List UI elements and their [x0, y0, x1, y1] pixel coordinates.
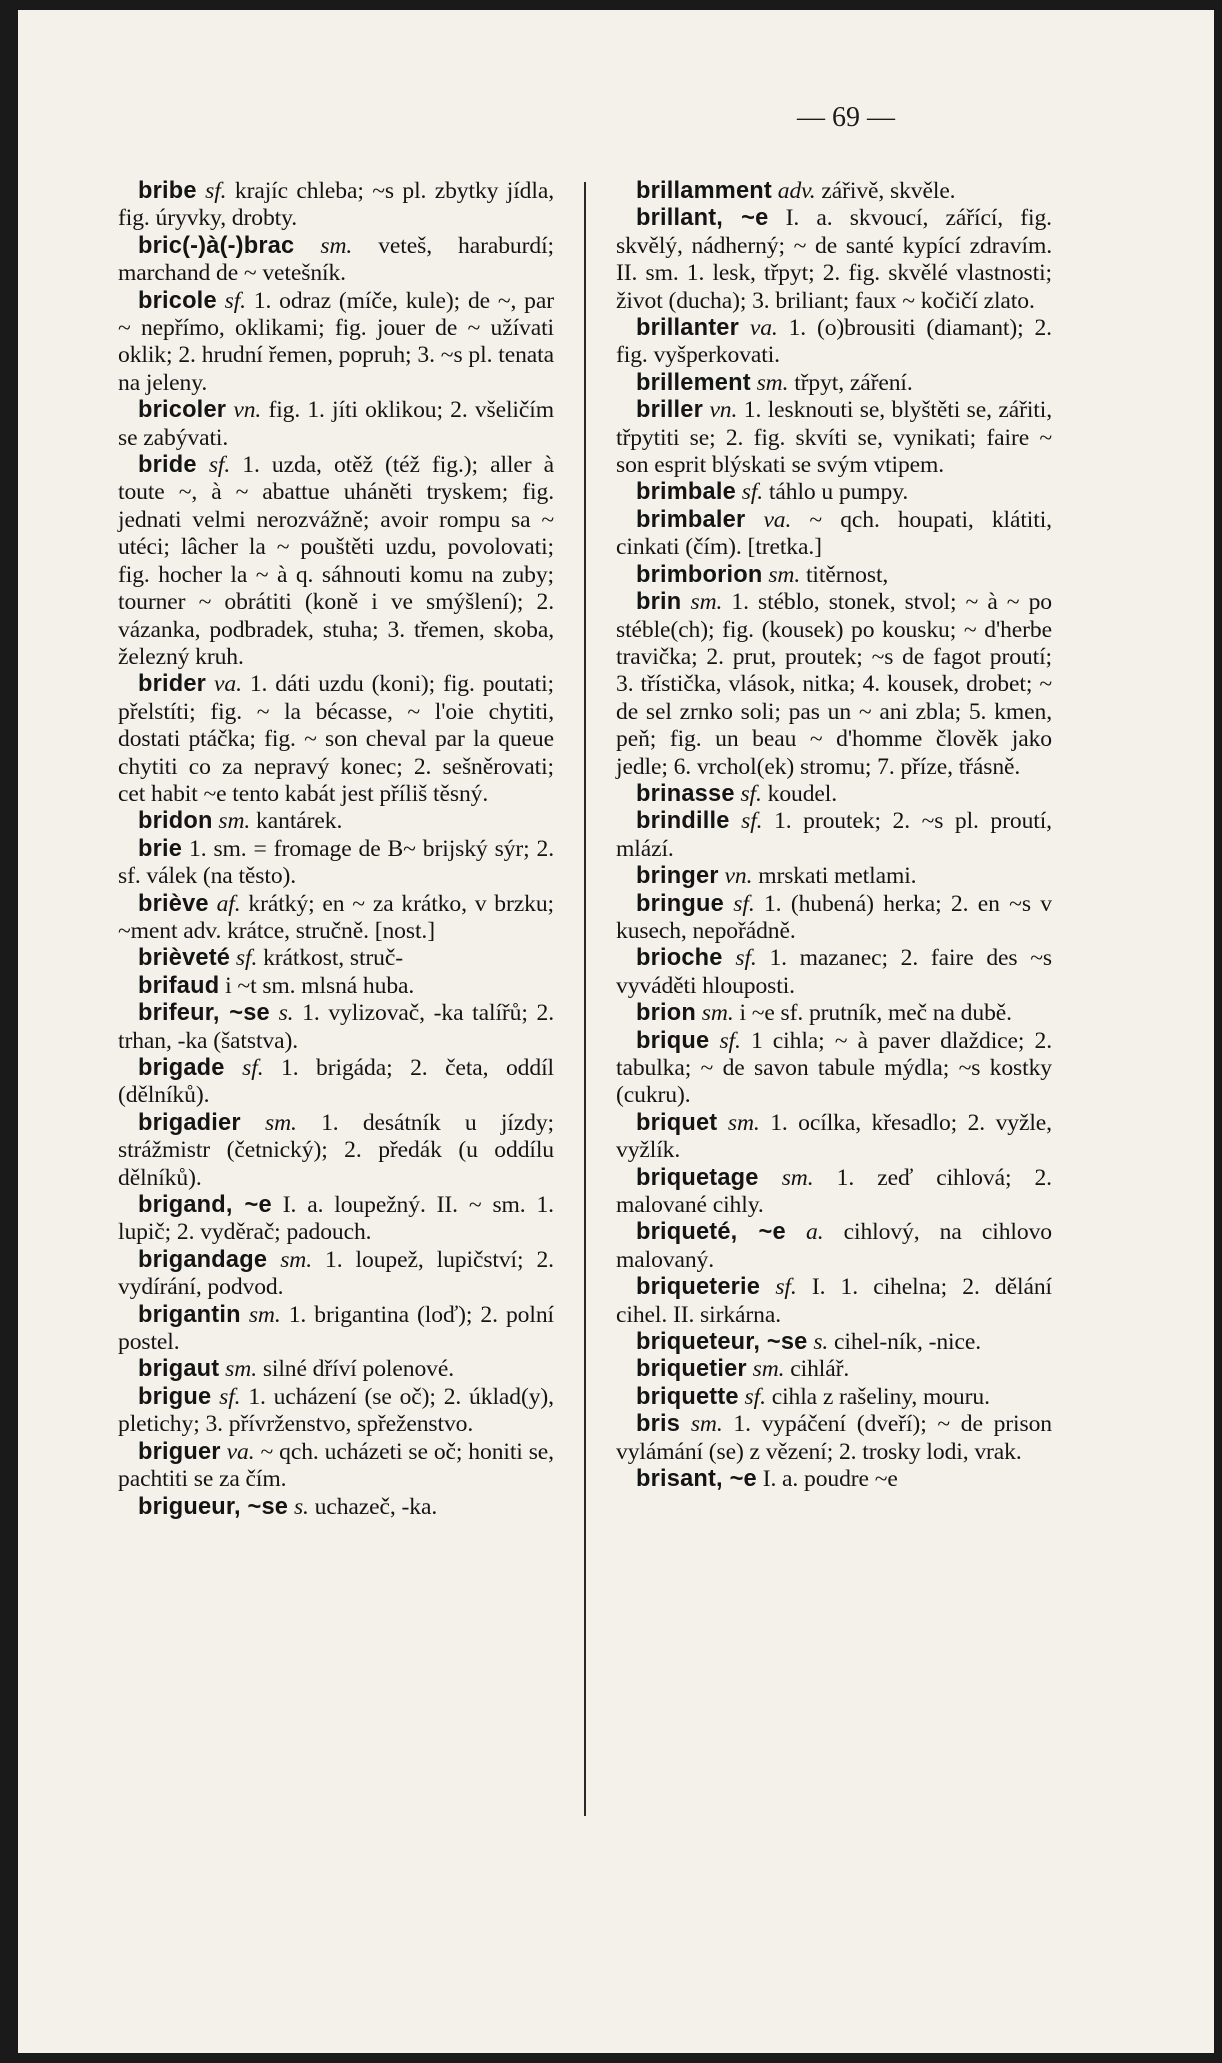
entry-grammar: sm. [218, 808, 251, 835]
entry-grammar: a. [806, 1219, 824, 1246]
entry-definition: ~ qch. ucházeti se oč; honiti se, pachtiti se za čím. [118, 1438, 554, 1493]
entry-definition: veteš, haraburdí; marchand de ~ vetešník. [118, 232, 554, 287]
entry-definition: I. a. skvoucí, zářící, fig. skvělý, nádherný; ~ de santé kypící zdravím. II. sm. 1. lesk, třpyt; 2. fig. skvělé vlastnosti; život (ducha); 3. briliant; faux ~ kočičí zlato. [616, 205, 1052, 314]
entry-grammar: sm. [225, 1356, 257, 1383]
entry-grammar: sf. [235, 945, 258, 972]
dictionary-entry [118, 1247, 554, 1302]
entry-headword: bricoler [138, 397, 227, 424]
entry-definition: 1. uzda, otěž (též fig.); aller à toute ~, à ~ abattue uháněti tryskem; fig. jednati velmi nerozvážně; avoir rompu sa ~ utéci; lâcher la ~ pouštěti uzdu, povolovati; fig. hocher la ~ à q. sáhnouti komu na zuby; tourner ~ obrátiti (koně i ve smýšlení); 2. vázanka, podbradek, stuha; 3. třemen, skoba, železný kruh. [118, 452, 554, 670]
entry-headword: brin [636, 589, 682, 616]
entry-headword: briève [138, 890, 209, 917]
dictionary-entry [616, 808, 1052, 863]
entry-headword: bringue [636, 890, 724, 917]
entry-headword: briquette [636, 1383, 739, 1410]
entry-definition: mrskati metlami. [758, 863, 917, 890]
entry-grammar: sf. [744, 1383, 766, 1410]
entry-definition: 1. brigantina (loď); 2. polní postel. [118, 1301, 554, 1356]
dictionary-entry [616, 370, 1052, 397]
entry-grammar: s. [813, 1329, 829, 1356]
entry-grammar: sf. [205, 178, 227, 204]
dictionary-entry [616, 397, 1052, 479]
dictionary-entry [616, 1219, 1052, 1274]
entry-headword: brifaud [138, 972, 220, 999]
dictionary-entry [118, 1494, 554, 1521]
entry-grammar: sf. [242, 1055, 264, 1081]
entry-definition: cihel-ník, -nice. [834, 1329, 982, 1356]
dictionary-entry [118, 1302, 554, 1357]
entry-definition: 1. stéblo, stonek, stvol; ~ à ~ po stéble(ch); fig. (kousek) po kousku; ~ d'herbe travička; 2. prut, proutek; ~s de fagot proutí; 3. třístička, vlások, nitka; 4. kousek, drobet; ~ de sel zrnko soli; pas un ~ ani zbla; 5. kmen, peň; fig. un beau ~ d'homme člověk jako jedle; 6. vrchol(ek) stromu; 7. příze, třásně. [616, 589, 1052, 780]
entry-headword: bringer [636, 863, 719, 890]
dictionary-entry [616, 1384, 1052, 1411]
entry-grammar: vn. [233, 397, 262, 424]
dictionary-entry [118, 1110, 554, 1192]
dictionary-entry [118, 808, 554, 835]
entry-headword: bribe [138, 178, 197, 204]
entry-headword: bricole [138, 287, 217, 314]
entry-headword: brigueur, ~se [138, 1493, 289, 1520]
entry-headword: brillant, ~e [636, 205, 769, 232]
entry-grammar: sf. [719, 1027, 741, 1054]
dictionary-entry [118, 397, 554, 452]
entry-headword: briller [636, 397, 703, 424]
entry-definition: krajíc chleba; ~s pl. zbytky jídla, fig. úryvky, drobty. [118, 178, 554, 232]
entry-grammar: s. [278, 1000, 294, 1027]
dictionary-entry [616, 1165, 1052, 1220]
dictionary-entry [118, 973, 554, 1000]
entry-definition: 1. ocílka, křesadlo; 2. vyžle, vyžlík. [616, 1109, 1052, 1164]
entry-grammar: sf. [735, 945, 757, 972]
entry-definition: 1. (hubená) herka; 2. en ~s v kusech, nepořádně. [616, 890, 1052, 944]
dictionary-entry [118, 1055, 554, 1110]
entry-definition: 1. vypáčení (dveří); ~ de prison vylámání (se) z vězení; 2. trosky lodi, vrak. [616, 1411, 1052, 1465]
entry-grammar: af. [216, 890, 241, 917]
dictionary-entry [616, 205, 1052, 315]
dictionary-entry [118, 945, 554, 972]
entry-headword: brigantin [138, 1301, 241, 1328]
entry-headword: brinasse [636, 780, 735, 807]
dictionary-entry [616, 1329, 1052, 1356]
entry-headword: bride [138, 452, 197, 479]
entry-grammar: sm. [265, 1109, 297, 1136]
entry-headword: brimborion [636, 561, 763, 588]
entry-grammar: va. [749, 315, 778, 342]
entry-headword: brigand, ~e [138, 1192, 272, 1219]
entry-headword: briqueterie [636, 1274, 761, 1301]
entry-headword: brièveté [138, 945, 231, 972]
entry-grammar: sm. [690, 589, 723, 616]
dictionary-entry [616, 1000, 1052, 1027]
entry-definition: 1. dáti uzdu (koni); fig. poutati; přelstíti; fig. ~ la bécasse, ~ l'oie chytiti, dostati ptáčka; fig. ~ son cheval par la queue chytiti co za nepravý konec; 2. sešněrovati; cet habit ~e tento kabát jest příliš těsný. [118, 671, 554, 807]
entry-grammar: sm. [768, 561, 801, 588]
entry-definition: krátký; en ~ za krátko, v brzku; ~ment adv. krátce, stručně. [nost.] [118, 890, 554, 944]
entry-headword: brigue [138, 1383, 212, 1410]
page-number: — 69 — [797, 102, 895, 133]
entry-definition: 1. sm. = fromage de B~ brijský sýr; 2. sf. válek (na těsto). [118, 835, 554, 890]
entry-definition: fig. 1. jíti oklikou; 2. všeličím se zabývati. [118, 397, 554, 451]
entry-headword: brioche [636, 945, 723, 972]
entry-headword: brifeur, ~se [138, 1000, 270, 1027]
entry-grammar: sm. [781, 1164, 814, 1191]
entry-definition: ~ qch. houpati, klátiti, cinkati (čím). [tretka.] [616, 506, 1052, 561]
entry-grammar: va. [763, 506, 792, 533]
entry-grammar: sm. [320, 232, 353, 259]
entry-definition: táhlo u pumpy. [768, 479, 909, 506]
dictionary-entry [118, 836, 554, 891]
entry-headword: brie [138, 835, 183, 862]
entry-definition: 1. odraz (míče, kule); de ~, par ~ nepřímo, oklikami; fig. jouer de ~ užívati oklik; 2. hrudní řemen, popruh; 3. ~s pl. tenata na jeleny. [118, 287, 554, 396]
entry-headword: briquet [636, 1109, 718, 1136]
dictionary-entry [118, 1356, 554, 1383]
entry-definition: 1. desátník u jízdy; strážmistr (četnický); 2. předák (u oddílu dělníků). [118, 1109, 554, 1191]
dictionary-entry [118, 1384, 554, 1439]
dictionary-entry [616, 589, 1052, 781]
entry-definition: zářivě, skvěle. [821, 178, 956, 204]
entry-grammar: sm. [280, 1246, 313, 1273]
entry-grammar: va. [226, 1438, 255, 1465]
entry-definition: I. 1. cihelna; 2. dělání cihel. II. sirkárna. [616, 1274, 1052, 1328]
dictionary-entry [118, 452, 554, 671]
entry-grammar: s. [293, 1493, 309, 1520]
entry-headword: brique [636, 1027, 710, 1054]
entry-headword: bric(-)à(-)brac [138, 232, 295, 259]
dictionary-entry [616, 1028, 1052, 1110]
entry-grammar: sm. [701, 1000, 734, 1027]
dictionary-entry [118, 1000, 554, 1055]
dictionary-entry [616, 1356, 1052, 1383]
entry-grammar: sm. [248, 1301, 281, 1328]
entry-definition: 1 cihla; ~ à paver dlaždice; 2. tabulka; ~ de savon tabule mýdla; ~s kostky (cukru). [616, 1027, 1052, 1109]
entry-grammar: sm. [756, 369, 789, 396]
entry-headword: brimbale [636, 479, 736, 506]
entry-headword: brimbaler [636, 506, 746, 533]
entry-headword: brigaut [138, 1356, 220, 1383]
entry-grammar: sf. [740, 780, 762, 807]
entry-headword: brillamment [636, 178, 772, 204]
entry-grammar: sf. [775, 1274, 797, 1301]
entry-definition: i ~e sf. prutník, meč na dubě. [739, 1000, 1012, 1027]
entry-headword: briquetage [636, 1164, 759, 1191]
entry-headword: briguer [138, 1438, 221, 1465]
entry-headword: bris [636, 1411, 681, 1438]
entry-definition: uchazeč, -ka. [314, 1493, 438, 1520]
entry-definition: 1. ucházení (se oč); 2. úklad(y), pletichy; 3. přívrženstvo, spřeženstvo. [118, 1383, 554, 1438]
entry-definition: titěrnost, [805, 561, 889, 588]
entry-headword: brion [636, 1000, 696, 1027]
entry-definition: 1. zeď cihlová; 2. malované cihly. [616, 1164, 1052, 1219]
entry-grammar: adv. [777, 178, 816, 204]
left-column [118, 178, 554, 1521]
entry-headword: briqueteur, ~se [636, 1329, 808, 1356]
entry-grammar: vn. [709, 397, 738, 424]
entry-headword: brider [138, 671, 207, 698]
entry-grammar: sf. [741, 808, 763, 835]
entry-headword: bridon [138, 808, 213, 835]
entry-grammar: sf. [219, 1383, 241, 1410]
dictionary-entry [616, 945, 1052, 1000]
entry-definition: 1. loupež, lupičství; 2. vydírání, podvod. [118, 1246, 554, 1301]
entry-headword: briqueté, ~e [636, 1219, 786, 1246]
entry-grammar: sf. [741, 479, 764, 506]
dictionary-entry [616, 315, 1052, 370]
entry-definition: 1. (o)brousiti (diamant); 2. fig. vyšperkovati. [616, 315, 1052, 369]
entry-headword: brillement [636, 369, 751, 396]
entry-grammar: vn. [724, 863, 753, 890]
entry-definition: I. a. poudre ~e [762, 1466, 898, 1493]
entry-headword: brigandage [138, 1246, 268, 1273]
entry-definition: 1. brigáda; 2. četa, oddíl (dělníků). [118, 1055, 554, 1109]
entry-headword: brillanter [636, 315, 739, 342]
dictionary-entry [118, 891, 554, 946]
entry-grammar: sm. [752, 1356, 785, 1383]
column-divider [584, 182, 586, 1816]
entry-grammar: sf. [208, 452, 231, 479]
dictionary-entry [118, 1192, 554, 1247]
dictionary-entry [616, 781, 1052, 808]
dictionary-entry [118, 288, 554, 398]
entry-definition: cihlář. [790, 1356, 850, 1383]
right-column [616, 178, 1052, 1494]
dictionary-entry [118, 671, 554, 808]
entry-grammar: sf. [224, 287, 246, 314]
entry-definition: cihlový, na cihlovo malovaný. [616, 1219, 1052, 1273]
entry-headword: briquetier [636, 1356, 747, 1383]
dictionary-entry [616, 1110, 1052, 1165]
entry-headword: brigadier [138, 1109, 241, 1136]
entry-definition: třpyt, záření. [794, 369, 913, 396]
dictionary-entry [118, 1439, 554, 1494]
entry-grammar: sm. [727, 1109, 760, 1136]
dictionary-entry [118, 233, 554, 288]
dictionary-entry [616, 1274, 1052, 1329]
entry-definition: koudel. [767, 780, 838, 807]
entry-headword: brindille [636, 808, 730, 835]
dictionary-entry [616, 479, 1052, 506]
entry-definition: kantárek. [256, 808, 343, 835]
entry-definition: silné dříví polenové. [262, 1356, 455, 1383]
entry-definition: i ~t sm. mlsná huba. [225, 972, 415, 999]
dictionary-entry [616, 1466, 1052, 1493]
entry-definition: 1. mazanec; 2. faire des ~s vyváděti hlouposti. [616, 945, 1052, 999]
entry-grammar: sm. [690, 1411, 723, 1438]
dictionary-entry [616, 891, 1052, 946]
dictionary-entry [616, 562, 1052, 589]
entry-definition: I. a. loupežný. II. ~ sm. 1. lupič; 2. vyděrač; padouch. [118, 1192, 554, 1246]
entry-definition: 1. proutek; 2. ~s pl. proutí, mlází. [616, 808, 1052, 862]
entry-definition: krátkost, struč- [263, 945, 403, 972]
entry-definition: 1. vylizovač, -ka talířů; 2. trhan, -ka (šatstva). [118, 1000, 554, 1054]
dictionary-page [18, 10, 1214, 2053]
dictionary-entry [616, 507, 1052, 562]
entry-grammar: va. [214, 671, 242, 698]
dictionary-entry [616, 178, 1052, 205]
dictionary-entry [616, 863, 1052, 890]
dictionary-entry [118, 178, 554, 233]
dictionary-entry [616, 1411, 1052, 1466]
entry-headword: brigade [138, 1055, 225, 1081]
entry-definition: 1. lesknouti se, blyštěti se, zářiti, třpytiti se; 2. fig. skvíti se, vynikati; faire ~ son esprit blýskati se svým vtipem. [616, 397, 1052, 479]
entry-grammar: sf. [733, 890, 755, 917]
entry-definition: cihla z rašeliny, mouru. [771, 1383, 990, 1410]
entry-headword: brisant, ~e [636, 1466, 757, 1493]
